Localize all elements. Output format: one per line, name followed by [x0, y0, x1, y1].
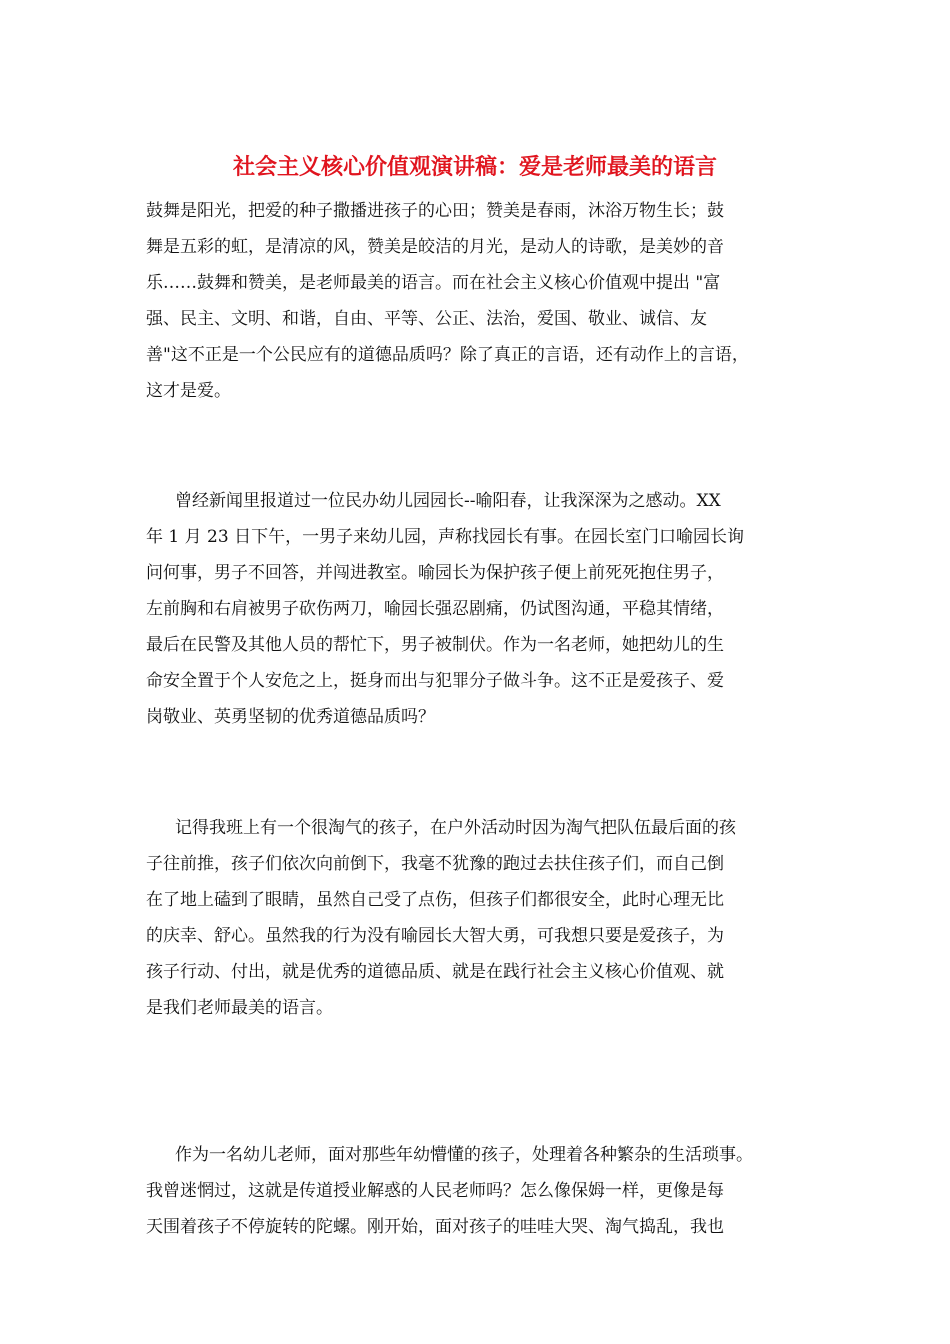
paragraph-line: 鼓舞是阳光，把爱的种子撒播进孩子的心田；赞美是春雨，沐浴万物生长；鼓 — [146, 201, 724, 221]
paragraph-line: 乐……鼓舞和赞美，是老师最美的语言。而在社会主义核心价值观中提出 "富 — [146, 273, 721, 293]
paragraph-line: 在了地上磕到了眼睛，虽然自己受了点伤，但孩子们都很安全，此时心理无比 — [146, 890, 724, 910]
paragraph-2 — [146, 483, 826, 735]
paragraph-line: 最后在民警及其他人员的帮忙下，男子被制伏。作为一名老师，她把幼儿的生 — [146, 635, 724, 655]
paragraph-line: 作为一名幼儿老师，面对那些年幼懵懂的孩子，处理着各种繁杂的生活琐事。 — [175, 1145, 753, 1165]
paragraph-line: 是我们老师最美的语言。 — [146, 998, 333, 1018]
paragraph-line: 善"这不正是一个公民应有的道德品质吗？除了真正的言语，还有动作上的言语， — [146, 345, 749, 365]
paragraph-line: 命安全置于个人安危之上，挺身而出与犯罪分子做斗争。这不正是爱孩子、爱 — [146, 671, 724, 691]
document-title: 社会主义核心价值观演讲稿：爱是老师最美的语言 — [232, 154, 717, 180]
paragraph-line: 强、民主、文明、和谐，自由、平等、公正、法治，爱国、敬业、诚信、友 — [146, 309, 707, 329]
paragraph-line: 子往前推，孩子们依次向前倒下，我毫不犹豫的跑过去扶住孩子们，而自己倒 — [146, 854, 724, 874]
paragraph-4 — [146, 1137, 826, 1245]
paragraph-line: 这才是爱。 — [146, 381, 231, 401]
paragraph-line: 的庆幸、舒心。虽然我的行为没有喻园长大智大勇，可我想只要是爱孩子，为 — [146, 926, 724, 946]
paragraph-line: 左前胸和右肩被男子砍伤两刀，喻园长强忍剧痛，仍试图沟通，平稳其情绪， — [146, 599, 724, 619]
paragraph-line: 记得我班上有一个很淘气的孩子，在户外活动时因为淘气把队伍最后面的孩 — [175, 818, 736, 838]
paragraph-1 — [146, 193, 826, 409]
paragraph-line: 岗敬业、英勇坚韧的优秀道德品质吗？ — [146, 707, 435, 727]
paragraph-line: 年 1 月 23 日下午，一男子来幼儿园，声称找园长有事。在园长室门口喻园长询 — [146, 527, 745, 547]
paragraph-line: 我曾迷惘过，这就是传道授业解惑的人民老师吗？怎么像保姆一样，更像是每 — [146, 1181, 724, 1201]
paragraph-line: 天围着孩子不停旋转的陀螺。刚开始，面对孩子的哇哇大哭、淘气捣乱，我也 — [146, 1217, 724, 1237]
paragraph-3 — [146, 810, 826, 1026]
paragraph-line: 舞是五彩的虹，是清凉的风，赞美是皎洁的月光，是动人的诗歌，是美妙的音 — [146, 237, 724, 257]
paragraph-line: 问何事，男子不回答，并闯进教室。喻园长为保护孩子便上前死死抱住男子， — [146, 563, 724, 583]
paragraph-line: 孩子行动、付出，就是优秀的道德品质、就是在践行社会主义核心价值观、就 — [146, 962, 724, 982]
paragraph-line: 曾经新闻里报道过一位民办幼儿园园长--喻阳春，让我深深为之感动。XX — [175, 491, 721, 511]
